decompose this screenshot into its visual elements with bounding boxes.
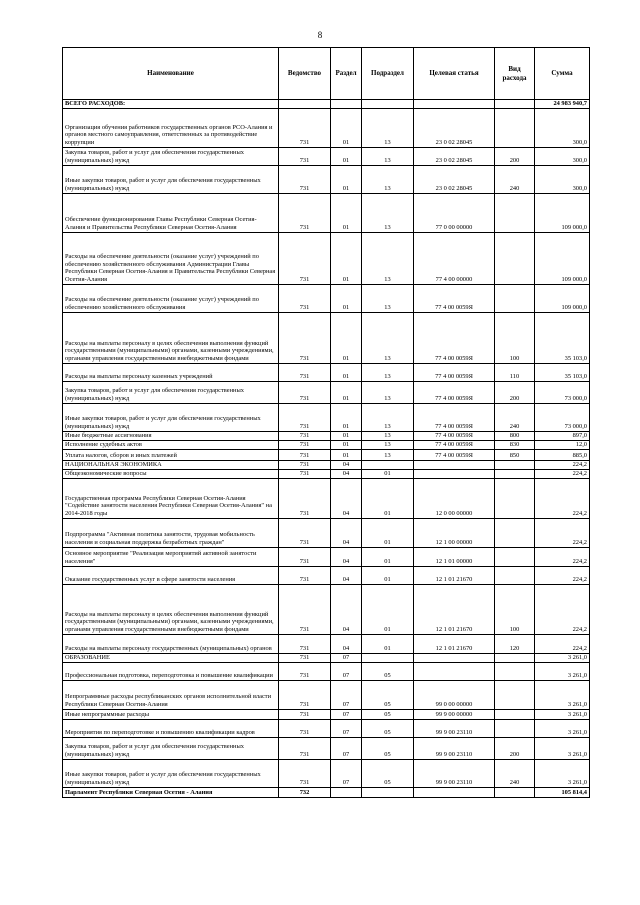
cell-vid: 240 — [495, 165, 535, 193]
cell-razdel: 04 — [331, 634, 362, 653]
cell-razdel: 01 — [331, 284, 362, 312]
cell-vedomstvo: 731 — [279, 431, 331, 440]
cell-razdel: 04 — [331, 584, 362, 634]
cell-vid: 240 — [495, 403, 535, 431]
cell-name: ВСЕГО РАСХОДОВ: — [63, 100, 279, 109]
cell-summa: 3 261,0 — [535, 680, 590, 709]
cell-vid — [495, 719, 535, 737]
cell-podrazdel: 01 — [362, 518, 414, 547]
cell-tselevaya: 12 1 01 21670 — [414, 584, 495, 634]
cell-name: Мероприятия по переподготовке и повышению квалификации кадров — [63, 719, 279, 737]
cell-name: Закупка товаров, работ и услуг для обеспечения государственных (муниципальных) нужд — [63, 381, 279, 403]
cell-vedomstvo: 731 — [279, 653, 331, 662]
cell-razdel: 01 — [331, 403, 362, 431]
cell-tselevaya: 77 4 00 00000 — [414, 232, 495, 284]
cell-razdel: 04 — [331, 566, 362, 584]
cell-podrazdel — [362, 460, 414, 469]
table-row — [63, 518, 590, 547]
cell-podrazdel: 13 — [362, 449, 414, 460]
cell-podrazdel: 13 — [362, 147, 414, 165]
cell-vid — [495, 460, 535, 469]
table-row — [63, 478, 590, 518]
cell-vedomstvo: 731 — [279, 440, 331, 449]
cell-tselevaya: 77 4 00 0059Я — [414, 284, 495, 312]
cell-razdel: 01 — [331, 440, 362, 449]
cell-podrazdel — [362, 100, 414, 109]
header-vedomstvo: Ведомство — [279, 48, 331, 100]
cell-summa: 109 000,0 — [535, 284, 590, 312]
cell-tselevaya: 12 1 01 21670 — [414, 634, 495, 653]
table-header-row — [63, 48, 590, 100]
cell-summa: 35 103,0 — [535, 363, 590, 381]
cell-summa: 3 261,0 — [535, 719, 590, 737]
cell-razdel: 01 — [331, 381, 362, 403]
cell-summa: 300,0 — [535, 147, 590, 165]
cell-name: Основное мероприятие "Реализация мероприятий активной занятости населения" — [63, 547, 279, 566]
cell-vid — [495, 232, 535, 284]
cell-razdel: 04 — [331, 478, 362, 518]
cell-vedomstvo: 731 — [279, 108, 331, 147]
table-row — [63, 634, 590, 653]
cell-vedomstvo: 731 — [279, 381, 331, 403]
table-row — [63, 547, 590, 566]
table-row — [63, 440, 590, 449]
cell-vedomstvo: 731 — [279, 460, 331, 469]
cell-vid: 200 — [495, 381, 535, 403]
cell-summa: 109 000,0 — [535, 232, 590, 284]
cell-name: НАЦИОНАЛЬНАЯ ЭКОНОМИКА — [63, 460, 279, 469]
cell-tselevaya: 99 9 00 00000 — [414, 709, 495, 719]
cell-tselevaya — [414, 662, 495, 680]
cell-vid: 100 — [495, 312, 535, 363]
cell-razdel: 01 — [331, 363, 362, 381]
cell-vedomstvo: 731 — [279, 165, 331, 193]
cell-vedomstvo: 731 — [279, 566, 331, 584]
cell-vedomstvo: 731 — [279, 478, 331, 518]
cell-summa: 24 983 940,7 — [535, 100, 590, 109]
table-row — [63, 719, 590, 737]
table-row — [63, 381, 590, 403]
cell-tselevaya: 99 9 00 23110 — [414, 719, 495, 737]
cell-podrazdel: 05 — [362, 737, 414, 759]
header-vid: Вид расхода — [495, 48, 535, 100]
cell-podrazdel — [362, 787, 414, 797]
cell-summa: 12,0 — [535, 440, 590, 449]
cell-razdel: 01 — [331, 232, 362, 284]
cell-tselevaya: 12 1 00 00000 — [414, 518, 495, 547]
cell-vedomstvo: 731 — [279, 312, 331, 363]
cell-vedomstvo: 731 — [279, 232, 331, 284]
cell-podrazdel: 01 — [362, 469, 414, 478]
cell-razdel: 04 — [331, 518, 362, 547]
cell-podrazdel: 05 — [362, 719, 414, 737]
cell-summa: 224,2 — [535, 460, 590, 469]
cell-summa: 109 000,0 — [535, 193, 590, 232]
table-row — [63, 449, 590, 460]
cell-podrazdel: 01 — [362, 584, 414, 634]
cell-vid — [495, 680, 535, 709]
cell-tselevaya: 23 0 02 28045 — [414, 165, 495, 193]
cell-vid: 850 — [495, 449, 535, 460]
cell-summa: 3 261,0 — [535, 653, 590, 662]
table-row — [63, 147, 590, 165]
cell-tselevaya: 77 0 00 00000 — [414, 193, 495, 232]
cell-podrazdel: 13 — [362, 403, 414, 431]
cell-tselevaya: 77 4 00 0059Я — [414, 363, 495, 381]
cell-podrazdel — [362, 653, 414, 662]
table-row — [63, 680, 590, 709]
cell-vedomstvo: 731 — [279, 759, 331, 787]
cell-vid — [495, 100, 535, 109]
cell-razdel: 01 — [331, 165, 362, 193]
cell-summa: 300,0 — [535, 108, 590, 147]
cell-razdel: 07 — [331, 653, 362, 662]
table-row — [63, 108, 590, 147]
cell-tselevaya: 99 9 00 23110 — [414, 737, 495, 759]
cell-razdel: 01 — [331, 193, 362, 232]
cell-name: Расходы на обеспечение деятельности (оказание услуг) учреждений по обеспечению хозяйственного обслуживания — [63, 284, 279, 312]
cell-summa: 224,2 — [535, 469, 590, 478]
cell-razdel: 07 — [331, 759, 362, 787]
cell-podrazdel: 13 — [362, 381, 414, 403]
cell-vid: 830 — [495, 440, 535, 449]
cell-vid — [495, 193, 535, 232]
cell-vedomstvo: 731 — [279, 737, 331, 759]
cell-name: Иные бюджетные ассигнования — [63, 431, 279, 440]
cell-summa: 897,0 — [535, 431, 590, 440]
cell-razdel: 04 — [331, 547, 362, 566]
cell-summa: 885,0 — [535, 449, 590, 460]
cell-razdel: 07 — [331, 662, 362, 680]
cell-tselevaya: 99 9 00 23110 — [414, 759, 495, 787]
cell-name: Обеспечение функционирования Главы Республики Северная Осетия-Алания и Правительства Республики Северная Осетия-Алания — [63, 193, 279, 232]
cell-name: Подпрограмма "Активная политика занятости, трудовая мобильность населения и социальная поддержка безработных граждан" — [63, 518, 279, 547]
cell-vedomstvo: 731 — [279, 403, 331, 431]
cell-summa: 3 261,0 — [535, 737, 590, 759]
cell-vedomstvo: 731 — [279, 449, 331, 460]
cell-podrazdel: 05 — [362, 662, 414, 680]
cell-vedomstvo: 731 — [279, 680, 331, 709]
cell-name: ОБРАЗОВАНИЕ — [63, 653, 279, 662]
cell-vid — [495, 709, 535, 719]
cell-podrazdel: 05 — [362, 680, 414, 709]
cell-name: Организация обучения работников государственных органов РСО-Алания и органов местного самоуправления, ответственных за противодействие коррупции — [63, 108, 279, 147]
table-row — [63, 100, 590, 109]
cell-summa: 3 261,0 — [535, 709, 590, 719]
cell-razdel — [331, 100, 362, 109]
cell-name: Иные закупки товаров, работ и услуг для обеспечения государственных (муниципальных) нужд — [63, 403, 279, 431]
cell-summa: 224,2 — [535, 584, 590, 634]
cell-vid: 100 — [495, 584, 535, 634]
table-row — [63, 232, 590, 284]
cell-vid — [495, 566, 535, 584]
cell-razdel: 01 — [331, 449, 362, 460]
cell-name: Закупка товаров, работ и услуг для обеспечения государственных (муниципальных) нужд — [63, 737, 279, 759]
cell-name: Профессиональная подготовка, переподготовка и повышение квалификации — [63, 662, 279, 680]
cell-summa: 224,2 — [535, 566, 590, 584]
table-row — [63, 787, 590, 797]
cell-vid: 200 — [495, 147, 535, 165]
cell-summa: 73 000,0 — [535, 381, 590, 403]
cell-vid — [495, 284, 535, 312]
cell-summa: 224,2 — [535, 634, 590, 653]
table-row — [63, 653, 590, 662]
cell-vid — [495, 662, 535, 680]
table-row — [63, 662, 590, 680]
cell-vedomstvo — [279, 100, 331, 109]
cell-summa: 3 261,0 — [535, 759, 590, 787]
cell-razdel: 01 — [331, 431, 362, 440]
cell-vedomstvo: 731 — [279, 719, 331, 737]
table-row — [63, 403, 590, 431]
expenditure-table — [62, 47, 590, 798]
cell-vid — [495, 547, 535, 566]
cell-podrazdel: 01 — [362, 634, 414, 653]
cell-razdel: 07 — [331, 709, 362, 719]
cell-vid: 200 — [495, 737, 535, 759]
cell-tselevaya: 23 0 02 28045 — [414, 108, 495, 147]
cell-vedomstvo: 731 — [279, 147, 331, 165]
cell-name: Исполнение судебных актов — [63, 440, 279, 449]
cell-name: Расходы на выплаты персоналу в целях обеспечения выполнения функций государственными (муниципальными) органами, казенными учреждениями, органами управления государственными внебюджетными фондами — [63, 312, 279, 363]
cell-name: Парламент Республики Северная Осетия - Алания — [63, 787, 279, 797]
cell-tselevaya: 12 0 00 00000 — [414, 478, 495, 518]
cell-tselevaya: 23 0 02 28045 — [414, 147, 495, 165]
cell-tselevaya — [414, 460, 495, 469]
cell-summa: 105 814,4 — [535, 787, 590, 797]
cell-vid — [495, 787, 535, 797]
cell-vedomstvo: 731 — [279, 662, 331, 680]
cell-tselevaya — [414, 787, 495, 797]
cell-razdel: 04 — [331, 469, 362, 478]
header-tselevaya: Целевая статья — [414, 48, 495, 100]
cell-vedomstvo: 731 — [279, 284, 331, 312]
cell-razdel: 07 — [331, 680, 362, 709]
cell-tselevaya: 77 4 00 0059Я — [414, 449, 495, 460]
cell-tselevaya — [414, 653, 495, 662]
cell-razdel: 07 — [331, 737, 362, 759]
cell-tselevaya — [414, 469, 495, 478]
cell-name: Государственная программа Республики Северная Осетия-Алания "Содействие занятости населения Республики Северная Осетия-Алания" на 2014-2018 годы — [63, 478, 279, 518]
cell-vid: 240 — [495, 759, 535, 787]
table-body — [63, 100, 590, 798]
cell-summa: 224,2 — [535, 518, 590, 547]
cell-razdel: 04 — [331, 460, 362, 469]
cell-name: Расходы на обеспечение деятельности (оказание услуг) учреждений по обеспечению хозяйственного обслуживания Администрации Главы Республики Северная Осетия-Алания и Правительства Республики Северная Осетия-Алания — [63, 232, 279, 284]
cell-name: Непрограммные расходы республиканских органов исполнительной власти Республики Северная Осетия-Алания — [63, 680, 279, 709]
table-row — [63, 469, 590, 478]
cell-tselevaya: 77 4 00 0059Я — [414, 312, 495, 363]
cell-razdel: 01 — [331, 108, 362, 147]
cell-vedomstvo: 731 — [279, 469, 331, 478]
cell-name: Иные закупки товаров, работ и услуг для обеспечения государственных (муниципальных) нужд — [63, 165, 279, 193]
table-row — [63, 193, 590, 232]
table-row — [63, 759, 590, 787]
cell-tselevaya — [414, 100, 495, 109]
cell-podrazdel: 13 — [362, 108, 414, 147]
header-razdel: Раздел — [331, 48, 362, 100]
cell-vid — [495, 518, 535, 547]
cell-tselevaya: 12 1 01 00000 — [414, 547, 495, 566]
cell-tselevaya: 77 4 00 0059Я — [414, 431, 495, 440]
cell-vedomstvo: 731 — [279, 363, 331, 381]
cell-name: Расходы на выплаты персоналу казенных учреждений — [63, 363, 279, 381]
cell-summa: 300,0 — [535, 165, 590, 193]
table-row — [63, 431, 590, 440]
table-row — [63, 584, 590, 634]
cell-vedomstvo: 731 — [279, 584, 331, 634]
cell-vid — [495, 653, 535, 662]
cell-podrazdel: 13 — [362, 232, 414, 284]
cell-name: Расходы на выплаты персоналу государственных (муниципальных) органов — [63, 634, 279, 653]
cell-name: Уплата налогов, сборов и иных платежей — [63, 449, 279, 460]
table-row — [63, 284, 590, 312]
cell-vedomstvo: 732 — [279, 787, 331, 797]
cell-summa: 73 000,0 — [535, 403, 590, 431]
cell-tselevaya: 77 4 00 0059Я — [414, 403, 495, 431]
cell-vid — [495, 108, 535, 147]
cell-tselevaya: 12 1 01 21670 — [414, 566, 495, 584]
cell-vid: 120 — [495, 634, 535, 653]
cell-summa: 224,2 — [535, 478, 590, 518]
cell-podrazdel: 13 — [362, 312, 414, 363]
cell-razdel — [331, 787, 362, 797]
cell-vid — [495, 469, 535, 478]
table-row — [63, 363, 590, 381]
cell-name: Иные закупки товаров, работ и услуг для обеспечения государственных (муниципальных) нужд — [63, 759, 279, 787]
cell-vid: 800 — [495, 431, 535, 440]
cell-podrazdel: 13 — [362, 193, 414, 232]
cell-tselevaya: 77 4 00 0059Я — [414, 381, 495, 403]
table-row — [63, 709, 590, 719]
cell-podrazdel: 13 — [362, 431, 414, 440]
cell-podrazdel: 13 — [362, 284, 414, 312]
cell-podrazdel: 05 — [362, 759, 414, 787]
cell-vid — [495, 478, 535, 518]
cell-podrazdel: 01 — [362, 566, 414, 584]
cell-name: Закупка товаров, работ и услуг для обеспечения государственных (муниципальных) нужд — [63, 147, 279, 165]
table-row — [63, 460, 590, 469]
cell-podrazdel: 05 — [362, 709, 414, 719]
table-row — [63, 165, 590, 193]
cell-name: Общеэкономические вопросы — [63, 469, 279, 478]
table-row — [63, 737, 590, 759]
cell-vedomstvo: 731 — [279, 634, 331, 653]
cell-summa: 35 103,0 — [535, 312, 590, 363]
cell-name: Расходы на выплаты персоналу в целях обеспечения выполнения функций государственными (муниципальными) органами, казенными учреждениями, органами управления государственными внебюджетными фондами — [63, 584, 279, 634]
cell-summa: 224,2 — [535, 547, 590, 566]
header-summa: Сумма — [535, 48, 590, 100]
page-number: 8 — [317, 30, 323, 40]
table-row — [63, 312, 590, 363]
cell-razdel: 07 — [331, 719, 362, 737]
cell-podrazdel: 13 — [362, 363, 414, 381]
cell-vedomstvo: 731 — [279, 193, 331, 232]
cell-vedomstvo: 731 — [279, 709, 331, 719]
cell-podrazdel: 01 — [362, 478, 414, 518]
table-row — [63, 566, 590, 584]
cell-podrazdel: 13 — [362, 440, 414, 449]
cell-razdel: 01 — [331, 147, 362, 165]
cell-podrazdel: 01 — [362, 547, 414, 566]
cell-vid: 110 — [495, 363, 535, 381]
cell-vedomstvo: 731 — [279, 547, 331, 566]
header-name: Наименование — [63, 48, 279, 100]
cell-vedomstvo: 731 — [279, 518, 331, 547]
cell-razdel: 01 — [331, 312, 362, 363]
cell-name: Иные непрограммные расходы — [63, 709, 279, 719]
cell-summa: 3 261,0 — [535, 662, 590, 680]
header-podrazdel: Подраздел — [362, 48, 414, 100]
cell-name: Оказание государственных услуг в сфере занятости населения — [63, 566, 279, 584]
cell-tselevaya: 77 4 00 0059Я — [414, 440, 495, 449]
cell-podrazdel: 13 — [362, 165, 414, 193]
cell-tselevaya: 99 0 00 00000 — [414, 680, 495, 709]
